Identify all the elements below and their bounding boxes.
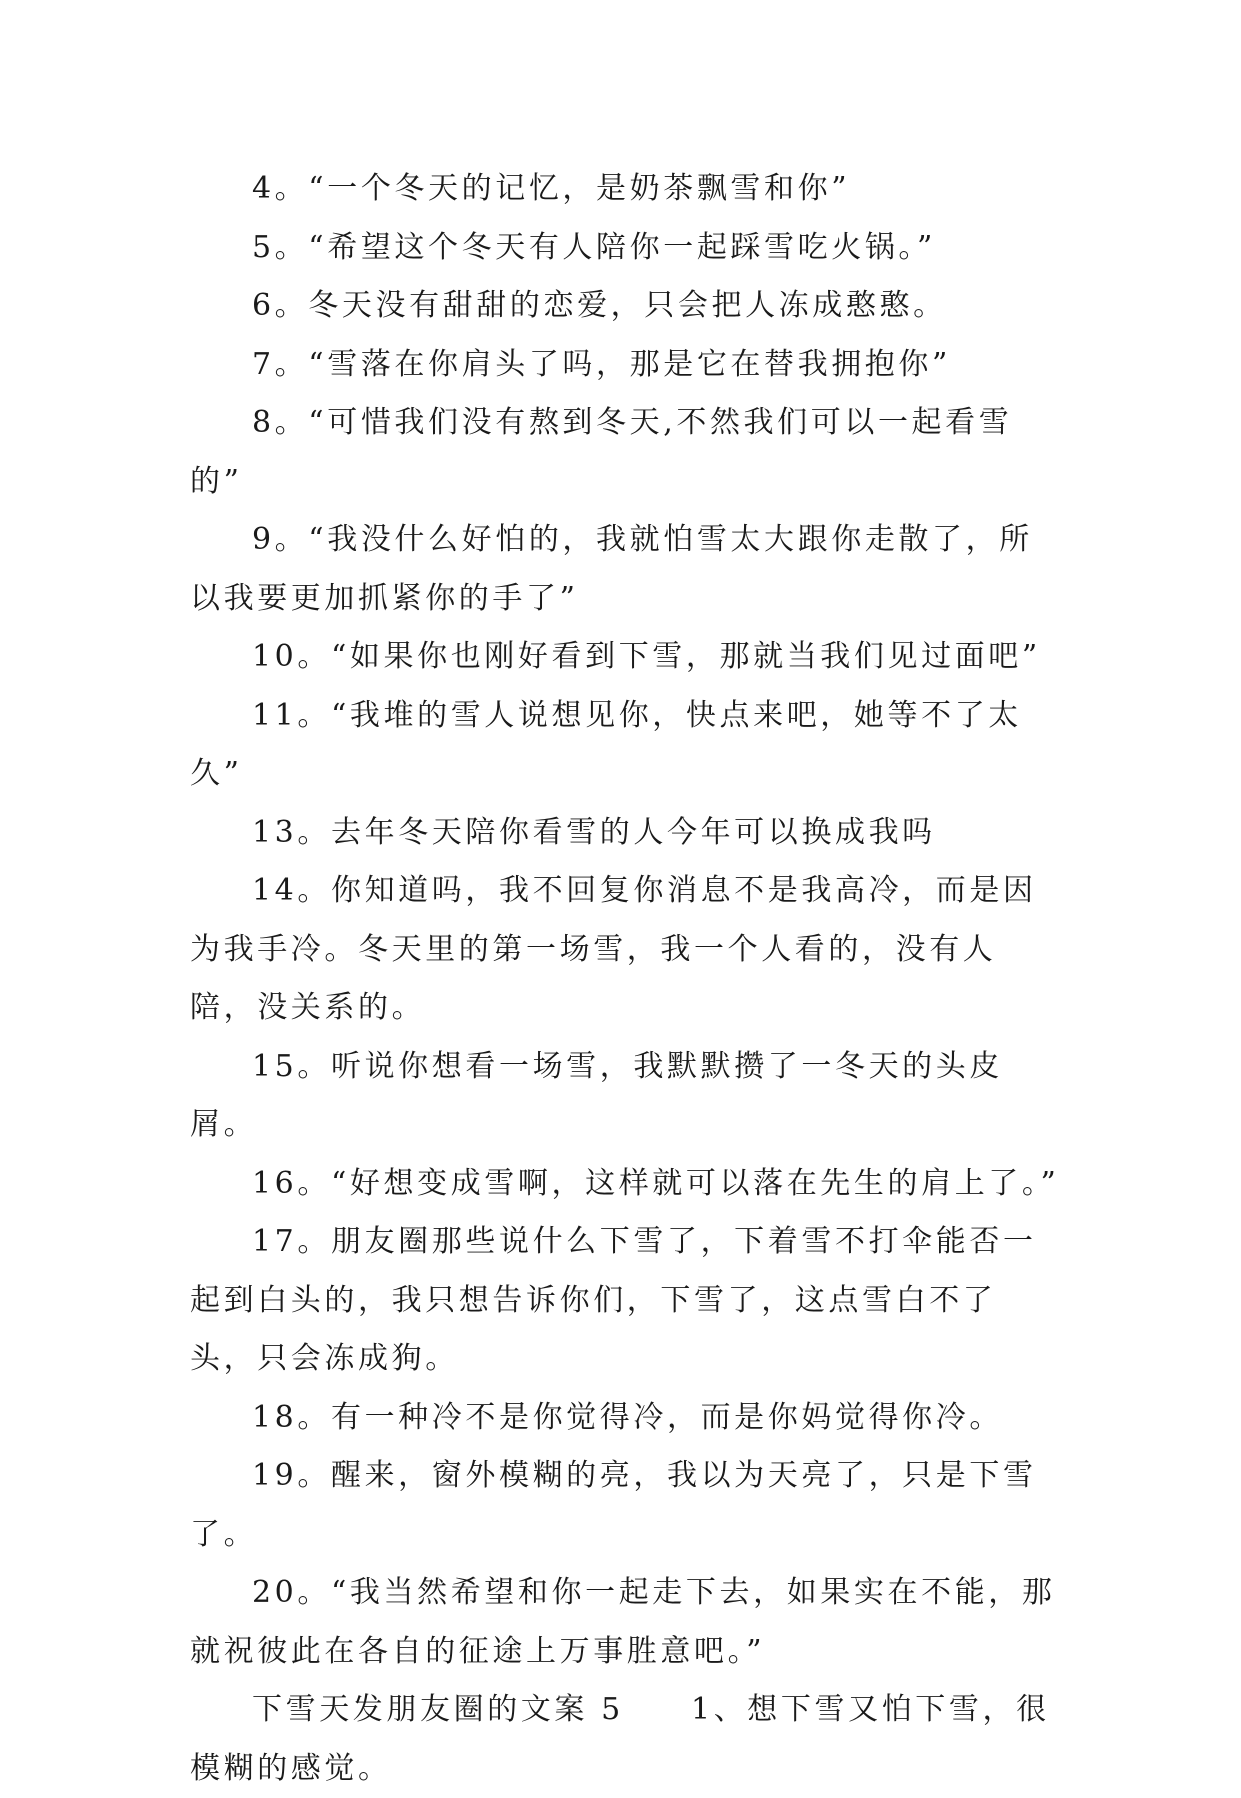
paragraph: 9。“我没什么好怕的，我就怕雪太大跟你走散了，所以我要更加抓紧你的手了” [190,522,1033,616]
paragraph: 18。有一种冷不是你觉得冷，而是你妈觉得你冷。 [252,1399,1003,1435]
paragraph: 17。朋友圈那些说什么下雪了，下着雪不打伞能否一起到白头的，我只想告诉你们，下雪了，这点雪白不了头，只会冻成狗。 [190,1224,1037,1376]
paragraph: 19。醒来，窗外模糊的亮，我以为天亮了，只是下雪了。 [190,1458,1037,1552]
paragraph: 13。去年冬天陪你看雪的人今年可以换成我吗 [252,814,936,850]
paragraph: 20。“我当然希望和你一起走下去，如果实在不能，那就祝彼此在各自的征途上万事胜意吧。” [190,1575,1056,1669]
paragraph: 7。“雪落在你肩头了吗，那是它在替我拥抱你” [252,346,951,382]
paragraph: 5。“希望这个冬天有人陪你一起踩雪吃火锅。” [252,229,936,265]
paragraph: 14。你知道吗，我不回复你消息不是我高冷，而是因为我手冷。冬天里的第一场雪，我一个人看的，没有人陪，没关系的。 [190,873,1037,1025]
paragraph: 11。“我堆的雪人说想见你，快点来吧，她等不了太久” [190,697,1022,791]
document-body [190,160,1060,1798]
paragraph: 8。“可惜我们没有熬到冬天,不然我们可以一起看雪的” [190,405,1013,499]
paragraph: 16。“好想变成雪啊，这样就可以落在先生的肩上了。” [252,1165,1060,1201]
paragraph: 10。“如果你也刚好看到下雪，那就当我们见过面吧” [252,639,1041,674]
paragraph: 下雪天发朋友圈的文案 5 1、想下雪又怕下雪，很模糊的感觉。 [190,1692,1050,1786]
paragraph: 15。听说你想看一场雪，我默默攒了一冬天的头皮屑。 [190,1048,1003,1142]
paragraph: 6。冬天没有甜甜的恋爱，只会把人冻成憨憨。 [252,288,947,323]
paragraph: 4。“一个冬天的记忆，是奶茶飘雪和你” [252,171,851,206]
